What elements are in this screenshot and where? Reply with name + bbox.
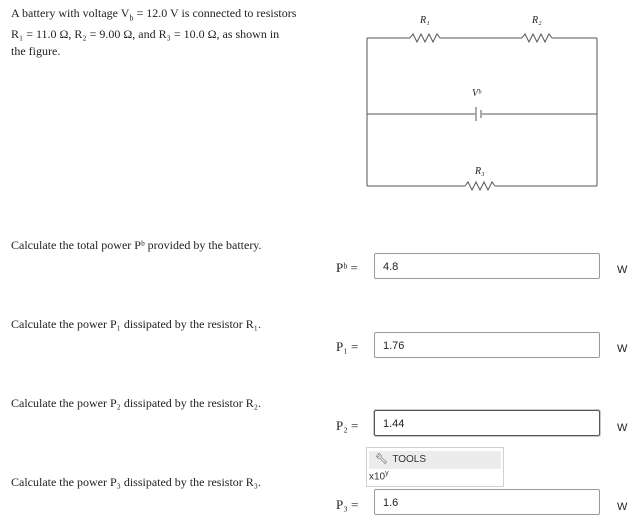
tools-button[interactable] [369, 451, 501, 469]
resistor-r1 [410, 34, 440, 42]
answer-input-p1[interactable]: 1.76 [374, 332, 600, 358]
question-2-text: Calculate the power P₁ dissipated by the resistor R₁. [11, 317, 261, 331]
unit-label-pb: W [617, 264, 628, 276]
intro-line-2: R₁ = 11.0 Ω, R₂ = 9.00 Ω, and R₃ = 10.0 Ω, as shown in [11, 27, 280, 42]
r1-label: R₁ [420, 15, 430, 26]
intro-line-1: A battery with voltage $V_b = 12.0$ V is connected to resistors [11, 6, 297, 23]
sci-sup: y [385, 470, 389, 477]
answer-input-p2[interactable]: 1.44 [374, 410, 600, 436]
vb-label: Vᵇ [472, 88, 481, 99]
question-2-symbol: P₁ = [336, 339, 359, 354]
answer-input-p3[interactable]: 1.6 [374, 489, 600, 515]
question-4-text: Calculate the power P₃ dissipated by the resistor R₃. [11, 475, 261, 489]
resistor-r2 [522, 34, 552, 42]
r2-label: R₂ [532, 15, 542, 26]
question-1-text: Calculate the total power Pᵇ provided by the battery. [11, 238, 262, 252]
circuit-diagram [355, 8, 615, 200]
scientific-notation-button[interactable] [369, 470, 389, 482]
tools-label: TOOLS [392, 454, 427, 465]
question-3-text: Calculate the power P₂ dissipated by the resistor R₂. [11, 396, 261, 410]
question-3-symbol: P₂ = [336, 418, 359, 433]
r3-label: R₃ [475, 166, 485, 177]
wrench-icon: 🔧︎ [375, 454, 388, 465]
question-4-symbol: P₃ = [336, 497, 359, 512]
intro-line-3: the figure. [11, 44, 61, 59]
unit-label-p1: W [617, 343, 628, 355]
unit-label-p2: W [617, 422, 628, 434]
resistor-r3 [465, 182, 495, 190]
sci-label: x10 [369, 471, 386, 483]
question-1-symbol: Pᵇ = [336, 260, 358, 275]
problem-intro [11, 5, 311, 60]
unit-label-p3: W [617, 501, 628, 513]
answer-input-pb[interactable]: 4.8 [374, 253, 600, 279]
tools-popup [366, 447, 504, 487]
